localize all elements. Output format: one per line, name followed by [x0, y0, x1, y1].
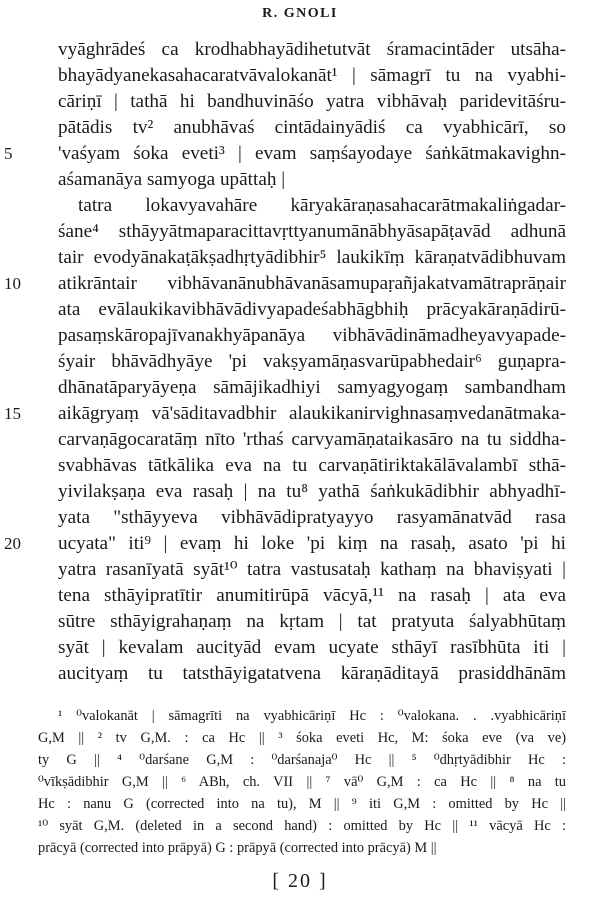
text-line: aśamanāya samyoga upāttaḥ |: [58, 169, 286, 190]
text-line: syāt | kevalam aucityād evam ucyate sthāyī rasībhūta iti |: [58, 637, 566, 658]
text-line: dhānatāparyāyeṇa sāmājikadhiyi samyagyogaṃ sambandham: [58, 377, 566, 398]
footnote-line: prācyā (corrected into prāpyā) G : prāpyā (corrected into prācyā) M ||: [38, 840, 437, 856]
text-line: carvaṇāgocaratāṃ nīto 'rthaś carvyamāṇataikasāro na tu siddha-: [58, 429, 566, 450]
line-number: 15: [4, 404, 21, 423]
line-number: 5: [4, 144, 13, 163]
footnote-line: ¹ ⁰valokanāt | sāmagrīti na vyabhicāriṇī Hc : ⁰valokana. . .vyabhicāriṇī: [58, 708, 566, 724]
text-line: cāriṇī | tathā hi bandhuvināśo yatra vibhāvaḥ paridevitāśru-: [58, 91, 566, 112]
page-number: [ 20 ]: [272, 870, 328, 892]
text-line: pasaṃskāropajīvanakhyāpanāya vibhāvādināmadheyavyapade-: [58, 325, 566, 346]
text-line: aikāgryaṃ vā'sāditavadbhir alaukikanirvighnasaṃvedanātmaka-: [58, 403, 566, 424]
text-line: ata evālaukikavibhāvādivyapadeśabhāgbhiḥ prācyakāraṇādirū-: [58, 299, 566, 320]
footnote-line: ty G || ⁴ ⁰darśane G,M : ⁰darśanaja⁰ Hc || ⁵ ⁰dhṛtyādibhir Hc :: [38, 752, 566, 768]
footnote-line: G,M || ² tv G,M. : ca Hc || ³ śoka eveti Hc, M: śoka eve (va ve): [38, 730, 566, 746]
text-line: śyair bhāvādhyāye 'pi vakṣyamāṇasvarūpabhedair⁶ guṇapra-: [58, 351, 566, 372]
text-line: tena sthāyipratītir anumitirūpā vācyā,¹¹ na rasaḥ | ata eva: [58, 585, 566, 606]
footnote-line: ¹⁰ syāt G,M. (deleted in a second hand) : omitted by Hc || ¹¹ vācyā Hc :: [38, 818, 566, 834]
text-line: pātādis tv² anubhāvaś cintādainyādiś ca vyabhicārī, so: [58, 117, 566, 138]
line-number: 20: [4, 534, 21, 553]
text-line: yivilakṣaṇa eva rasaḥ | na tu⁸ yathā śaṅkukādibhir abhyadhī-: [58, 481, 566, 502]
text-line: aucityaṃ tu tatsthāyigatatvena kāraṇāditayā prasiddhānām: [58, 663, 566, 684]
footnote-line: ⁰vīkṣādibhir G,M || ⁶ ABh, ch. VII || ⁷ vā⁰ G,M : ca Hc || ⁸ na tu: [38, 774, 566, 790]
text-line: yata "sthāyyeva vibhāvādipratyayyo rasyamānatvād rasa: [58, 507, 566, 528]
text-line: svabhāvas tātkālika eva na tu carvaṇātiriktakālāvalambī sthā-: [58, 455, 566, 476]
text-line: tatra lokavyavahāre kāryakāraṇasahacarātmakaliṅgadar-: [78, 195, 566, 216]
footnote-line: Hc : nanu G (corrected into na tu), M || ⁹ iti G,M : omitted by Hc ||: [38, 796, 566, 812]
text-line: sūtre sthāyigrahaṇaṃ na kṛtam | tat pratyuta śalyabhūtaṃ: [58, 611, 566, 632]
text-line: tair evodyānakaṭākṣadhṛtyādibhir⁵ laukikīṃ kāraṇatvādibhuvam: [58, 247, 566, 268]
text-line: śane⁴ sthāyyātmaparacittavṛttyanumānābhyāsapāṭavād adhunā: [58, 221, 566, 242]
running-head: R. GNOLI: [262, 6, 338, 21]
text-line: bhayādyanekasahacaratvāvalokanāt¹ | sāmagrī tu na vyabhi-: [58, 65, 566, 86]
text-line: ucyata" iti⁹ | evaṃ hi loke 'pi kiṃ na rasaḥ, asato 'pi hi: [58, 533, 566, 554]
text-line: 'vaśyam śoka eveti³ | evam saṃśayodaye śaṅkātmakavighn-: [58, 143, 566, 164]
line-number: 10: [4, 274, 21, 293]
text-line: vyāghrādeś ca krodhabhayādihetutvāt śramacintāder utsāha-: [58, 39, 566, 60]
text-line: atikrāntair vibhāvanānubhāvanāsamupaṛañjakatvamātraprāṇair: [58, 273, 566, 294]
text-line: yatra rasanīyatā syāt¹⁰ tatra vastusataḥ kathaṃ na bhaviṣyati |: [58, 559, 566, 580]
